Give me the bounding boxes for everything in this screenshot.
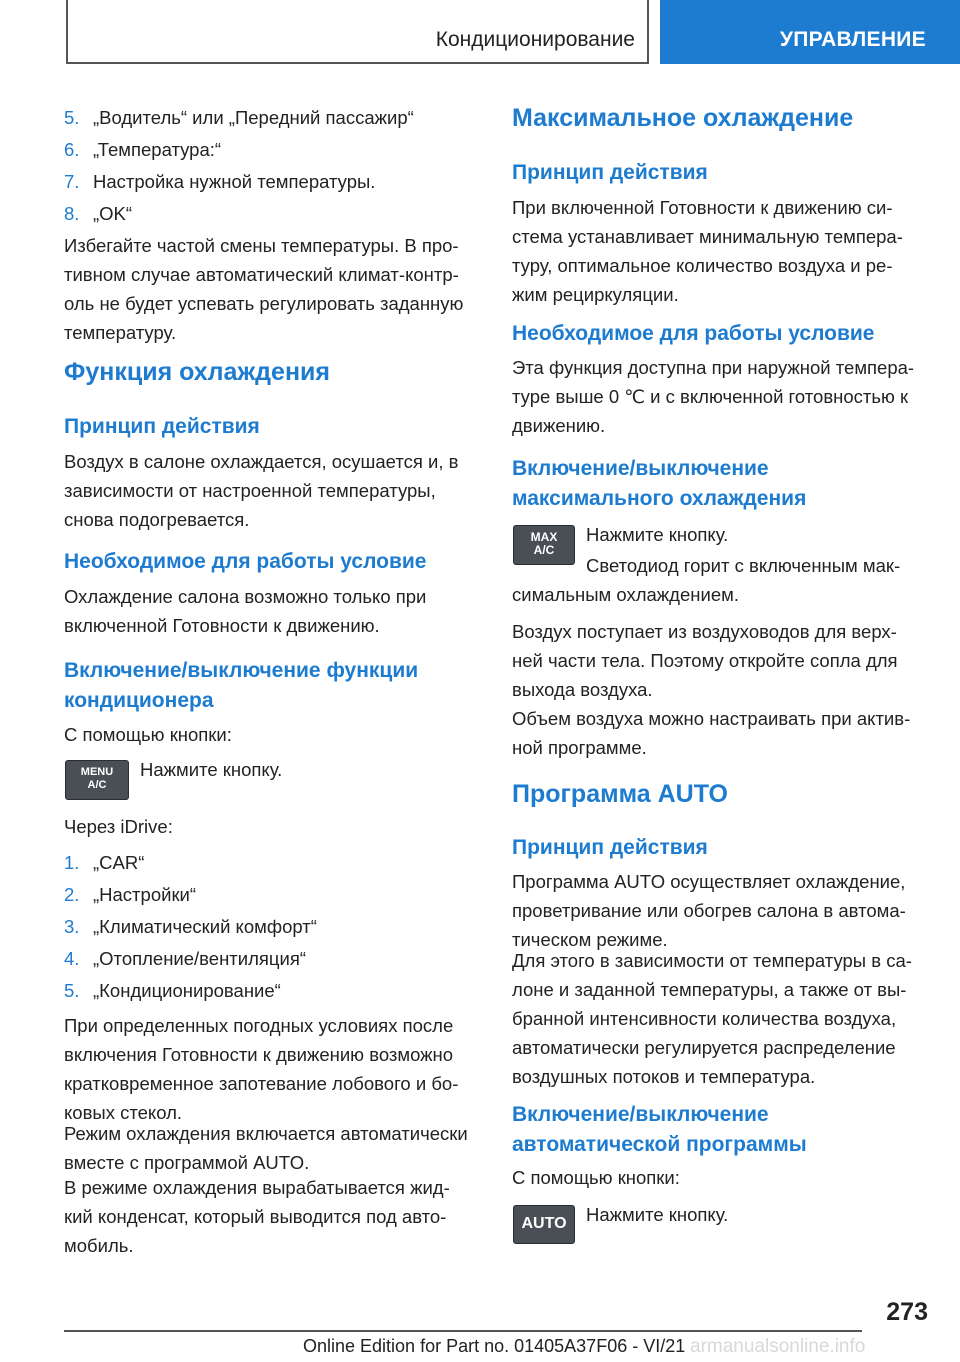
paragraph-led-line2: симальным охлаждением.	[512, 584, 739, 605]
paragraph-avoid-changes: Избегайте частой смены температуры. В про- тивном случае автоматический климат-контр- оль не будет успевать регулировать заданную температуру.	[64, 235, 464, 343]
heading-auto-principle: Принцип действия	[512, 836, 708, 859]
paragraph-principle: При включенной Готовности к движению си- стема устанавливает минимальную темпера- туру, оптимальное количество воздуха и ре- жим рециркуляции.	[512, 197, 903, 305]
paragraph-air-volume: Объем воздуха можно настраивать при актив- ной программе.	[512, 708, 911, 758]
text-button-intro: С помощью кнопки:	[64, 724, 232, 745]
chapter-title: Кондиционирование	[435, 28, 635, 51]
heading-auto-on-off: Включение/выключение автоматической программы	[512, 1103, 807, 1156]
heading-max-cooling: Максимальное охлаждение	[512, 104, 854, 132]
footer-edition: Online Edition for Part no. 01405A37F06 - VI/21	[303, 1336, 686, 1356]
section-title: УПРАВЛЕНИЕ	[779, 28, 926, 51]
heading-principle: Принцип действия	[512, 161, 708, 184]
paragraph-air-flow: Воздух поступает из воздуховодов для верх- ней части тела. Поэтому откройте сопла для выхода воздуха.	[512, 621, 898, 700]
text-press-button: Нажмите кнопку.	[140, 759, 283, 780]
paragraph-condensate: В режиме охлаждения вырабатывается жид- кий конденсат, который выводится под авто- мобиль.	[64, 1177, 450, 1256]
page-number: 273	[886, 1298, 928, 1326]
paragraph-principle: Воздух в салоне охлаждается, осушается и, в зависимости от настроенной температуры, снова подогревается.	[64, 451, 459, 530]
paragraph-led-line1: Светодиод горит с включенным мак-	[586, 555, 901, 576]
auto-button-icon: AUTO	[513, 1205, 575, 1244]
heading-auto-program: Программа AUTO	[512, 780, 728, 808]
paragraph-condition: Эта функция доступна при наружной темпера- туре выше 0 ℃ и с включенной готовностью к движению.	[512, 357, 915, 436]
max-ac-button-icon: MAX A/C	[513, 525, 575, 565]
paragraph-weather: При определенных погодных условиях после включения Готовности к движению возможно кратковременное запотевание лобового и бо- ковых стекол.	[64, 1015, 459, 1123]
menu-ac-button-icon: MENU A/C	[65, 760, 129, 800]
paragraph-auto-on: Режим охлаждения включается автоматически вместе с программой AUTO.	[64, 1123, 468, 1173]
paragraph-condition: Охлаждение салона возможно только при включенной Готовности к движению.	[64, 586, 427, 636]
heading-cooling-function: Функция охлаждения	[64, 358, 331, 386]
section-tab	[660, 0, 960, 64]
watermark: armanualsonline.info	[690, 1336, 866, 1357]
heading-max-on-off: Включение/выключение максимального охлаждения	[512, 457, 807, 510]
footer-divider	[64, 1330, 862, 1332]
heading-condition: Необходимое для работы условие	[64, 550, 427, 573]
text-button-intro: С помощью кнопки:	[512, 1167, 680, 1188]
text-press-button: Нажмите кнопку.	[586, 1204, 729, 1225]
paragraph-auto-detail: Для этого в зависимости от температуры в са- лоне и заданной температуры, а также от вы- бранной интенсивности количества воздуха, автоматически регулируется распределение воздушных потоков и температура.	[512, 950, 912, 1087]
header-chapter-box	[66, 0, 649, 64]
heading-ac-on-off: Включение/выключение функции кондиционера	[64, 659, 419, 712]
heading-condition: Необходимое для работы условие	[512, 322, 875, 345]
text-via-idrive: Через iDrive:	[64, 816, 173, 837]
heading-principle: Принцип действия	[64, 415, 260, 438]
paragraph-auto-principle: Программа AUTO осуществляет охлаждение, проветривание или обогрев салона в автома- тическом режиме.	[512, 871, 906, 950]
text-press-button: Нажмите кнопку.	[586, 524, 729, 545]
